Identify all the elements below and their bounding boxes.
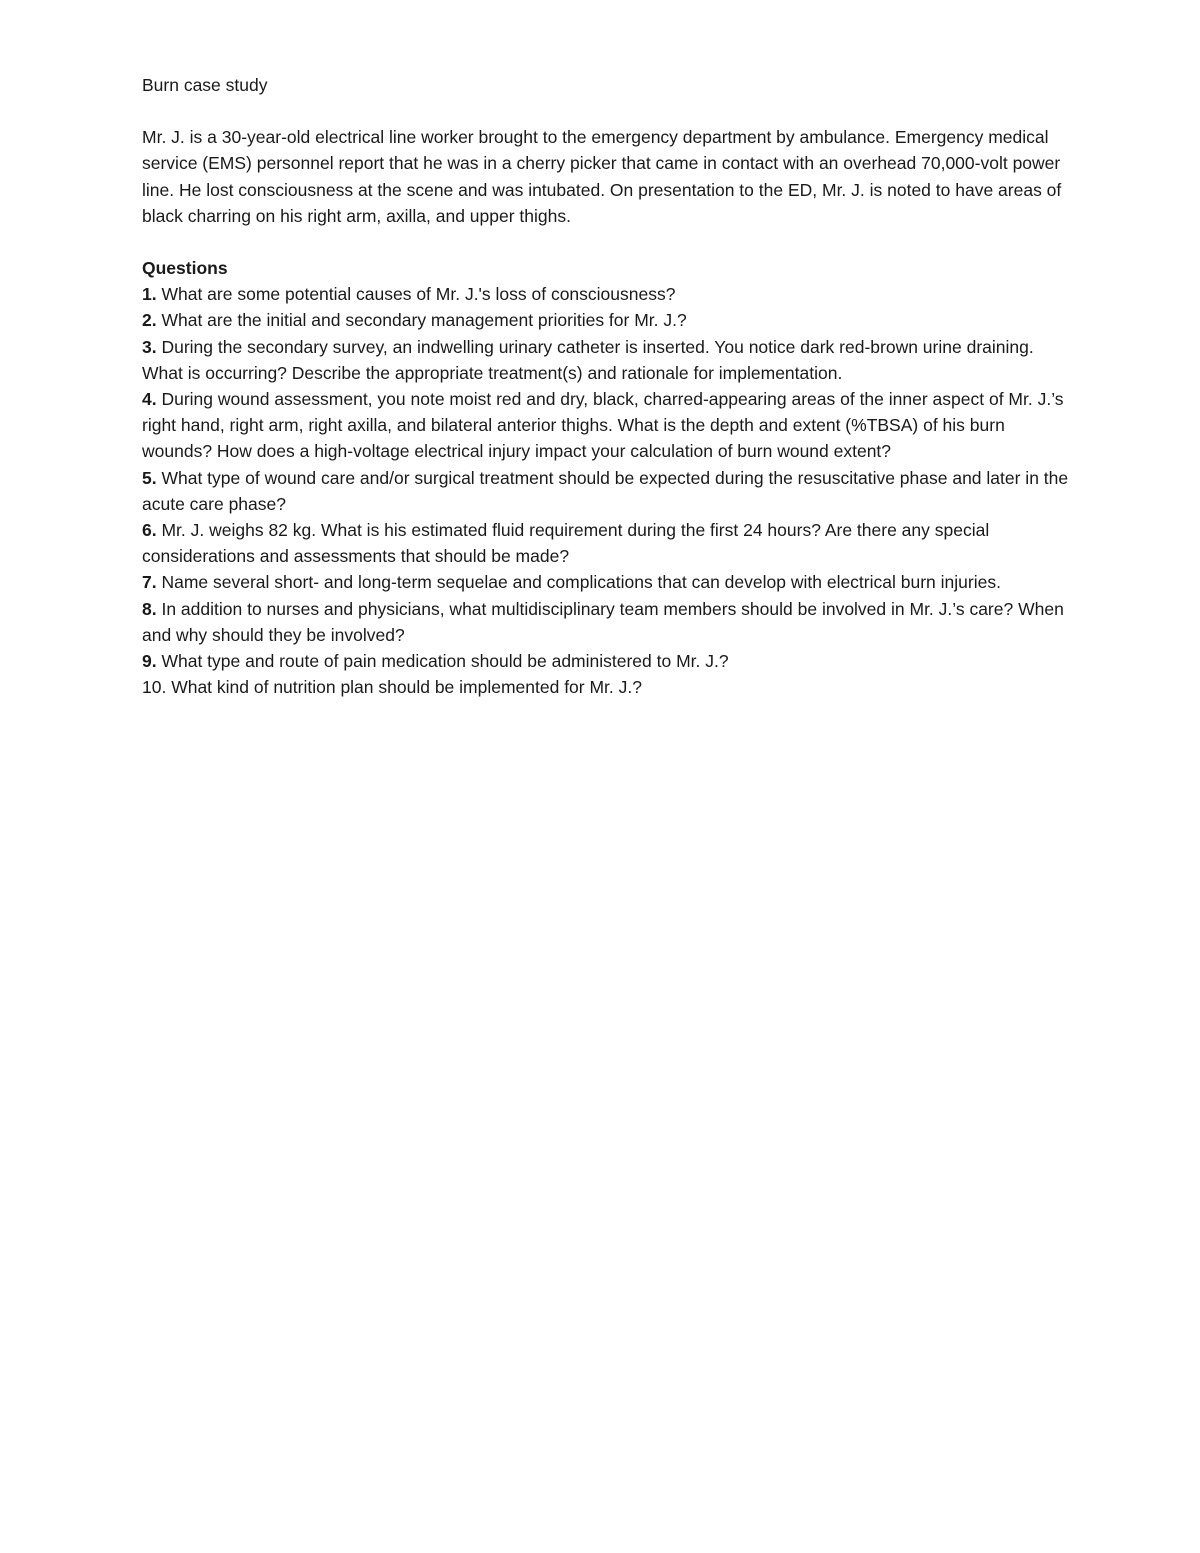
question-text: In addition to nurses and physicians, what multidisciplinary team members should be involved in Mr. J.’s care? When and why should they be involved? <box>142 598 1064 645</box>
question-item <box>142 648 1072 674</box>
question-number: 10. <box>142 677 167 698</box>
question-text: Mr. J. weighs 82 kg. What is his estimated fluid requirement during the first 24 hours? Are there any special considerations and assessments that should be made? <box>142 520 990 567</box>
question-item <box>142 596 1072 648</box>
question-number: 9. <box>142 651 157 672</box>
question-number: 6. <box>142 520 157 541</box>
document-content <box>142 72 1072 700</box>
question-number: 8. <box>142 598 157 619</box>
question-text: What type and route of pain medication should be administered to Mr. J.? <box>156 651 729 672</box>
questions-heading: Questions <box>142 258 228 279</box>
question-item <box>142 674 1072 700</box>
question-item <box>142 334 1072 386</box>
question-item <box>142 569 1072 595</box>
document-title: Burn case study <box>142 75 268 95</box>
question-item <box>142 281 1072 307</box>
question-item <box>142 307 1072 333</box>
case-intro-paragraph: Mr. J. is a 30-year-old electrical line worker brought to the emergency department by ambulance. Emergency medical service (EMS) personnel report that he was in a cherry picker that came in contact with an overhead 70,000-volt power line. He lost consciousness at the scene and was intubated. On presentation to the ED, Mr. J. is noted to have areas of black charring on his right arm, axilla, and upper thighs. <box>142 127 1062 226</box>
question-number: 2. <box>142 310 157 331</box>
question-text: What type of wound care and/or surgical treatment should be expected during the resuscitative phase and later in the acute care phase? <box>142 467 1069 514</box>
question-item <box>142 517 1072 569</box>
question-text: What are the initial and secondary management priorities for Mr. J.? <box>156 310 687 331</box>
question-number: 7. <box>142 572 157 593</box>
question-number: 3. <box>142 336 157 357</box>
question-number: 1. <box>142 284 157 305</box>
question-text: During wound assessment, you note moist red and dry, black, charred-appearing areas of the inner aspect of Mr. J.’s right hand, right arm, right axilla, and bilateral anterior thighs. What is the depth and extent (%TBSA) of his burn wounds? How does a high-voltage electrical injury impact your calculation of burn wound extent? <box>142 389 1064 462</box>
question-text: What are some potential causes of Mr. J.'s loss of consciousness? <box>156 284 676 305</box>
question-number: 5. <box>142 467 157 488</box>
question-text: What kind of nutrition plan should be implemented for Mr. J.? <box>166 677 642 698</box>
question-item <box>142 465 1072 517</box>
question-text: During the secondary survey, an indwelling urinary catheter is inserted. You notice dark red-brown urine draining. What is occurring? Describe the appropriate treatment(s) and rationale for implementation. <box>142 336 1034 383</box>
question-text: Name several short- and long-term sequelae and complications that can develop with electrical burn injuries. <box>156 572 1001 593</box>
question-item <box>142 386 1072 465</box>
question-number: 4. <box>142 389 157 410</box>
question-list <box>142 281 1072 700</box>
